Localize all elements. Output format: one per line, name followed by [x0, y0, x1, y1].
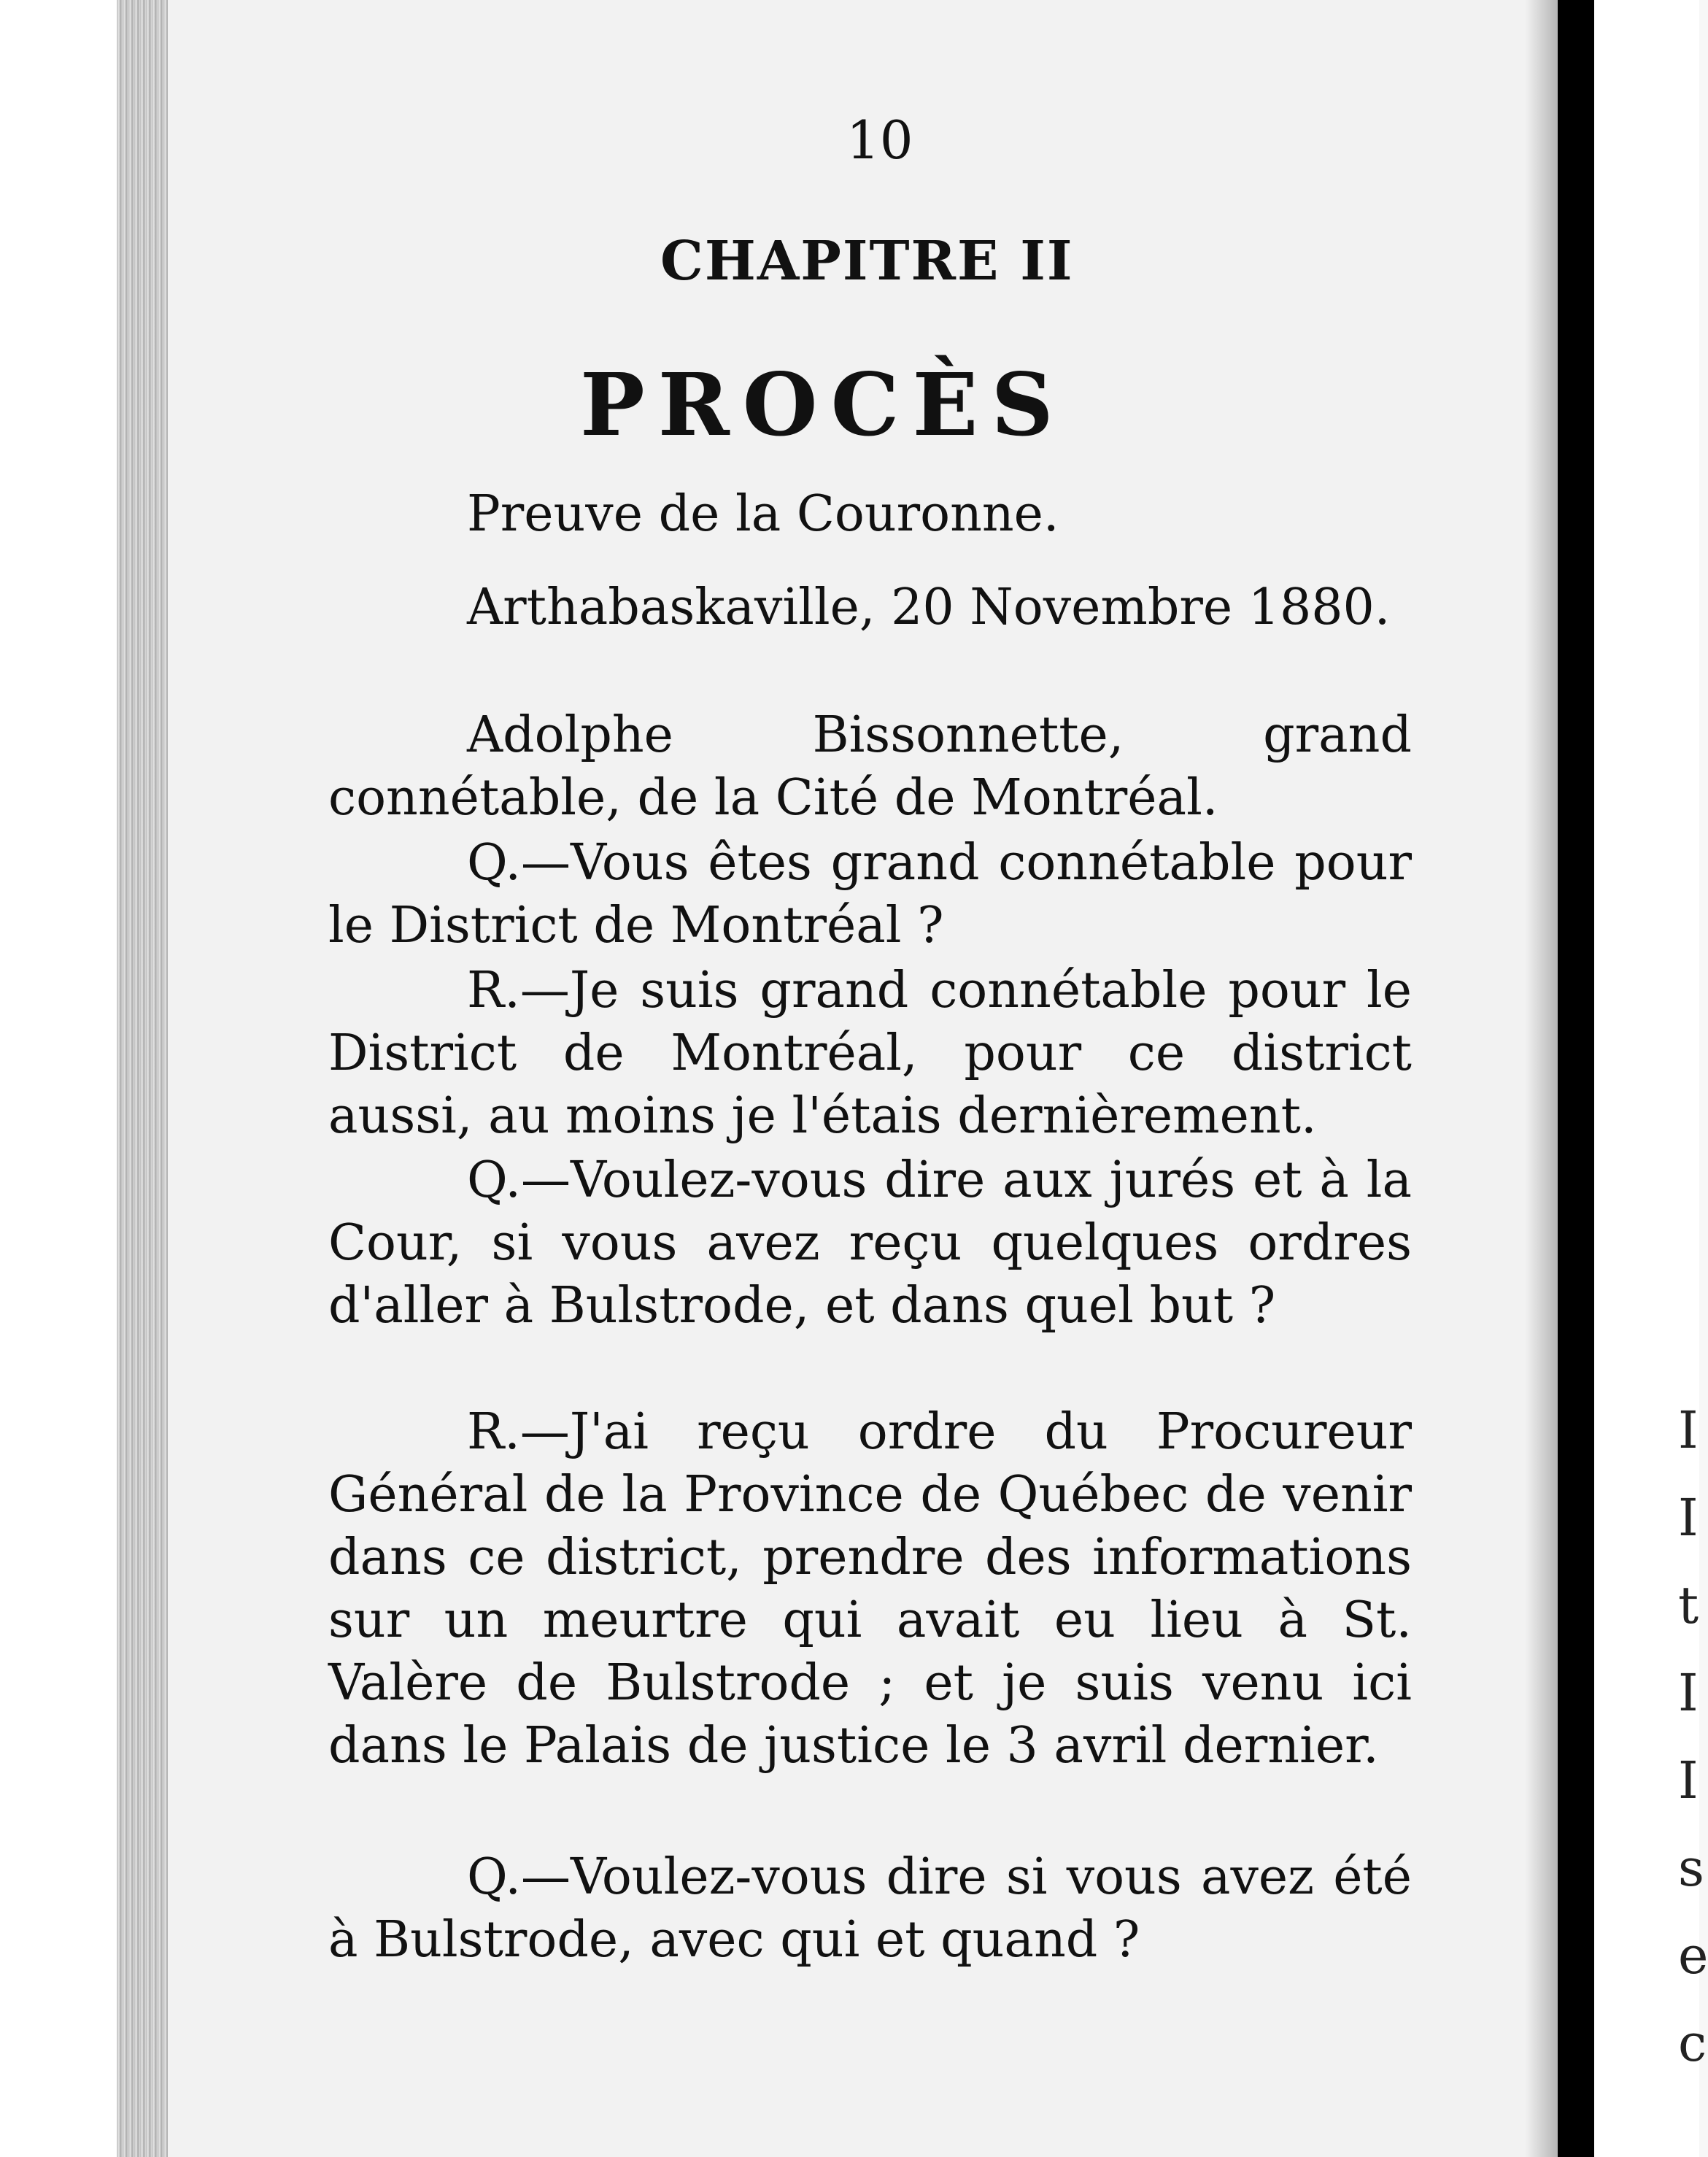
paragraph-answer: R.—J'ai reçu ordre du Procureur Général de la Province de Québec de venir dans ce district, prendre des informations sur un meurtre qui avait eu lieu à St. Valère de Bulstrode ; et je suis venu ici dans le Palais de justice le 3 avril dernier.	[328, 1403, 1412, 1775]
page-number: 10	[846, 109, 913, 171]
paragraph-witness: Adolphe Bissonnette, grand connétable, de la Cité de Montréal.	[328, 706, 1412, 827]
section-subtitle: Preuve de la Couronne.	[467, 485, 1059, 543]
paragraph-question: Q.—Voulez-vous dire aux jurés et à la Cour, si vous avez reçu quelques ordres d'aller à Bulstrode, et dans quel but ?	[328, 1151, 1412, 1335]
paragraph-question: Q.—Voulez-vous dire si vous avez été à Bulstrode, avec qui et quand ?	[328, 1848, 1412, 1969]
section-title: PROCÈS	[580, 354, 1067, 455]
paragraph-answer: R.—Je suis grand connétable pour le District de Montréal, pour ce district aussi, au moins je l'étais dernièrement.	[328, 962, 1412, 1145]
scan-margin	[0, 0, 117, 2157]
chapter-heading: CHAPITRE II	[660, 230, 1074, 293]
page-edges	[117, 0, 168, 2157]
gutter-shadow	[1525, 0, 1558, 2157]
paragraph-question: Q.—Vous êtes grand connétable pour le District de Montréal ?	[328, 834, 1412, 954]
facing-page-letters: I I t I I s e c	[1678, 1400, 1708, 2073]
paragraph-date: Arthabaskaville, 20 Novembre 1880.	[467, 579, 1391, 636]
book-gutter	[1558, 0, 1594, 2157]
